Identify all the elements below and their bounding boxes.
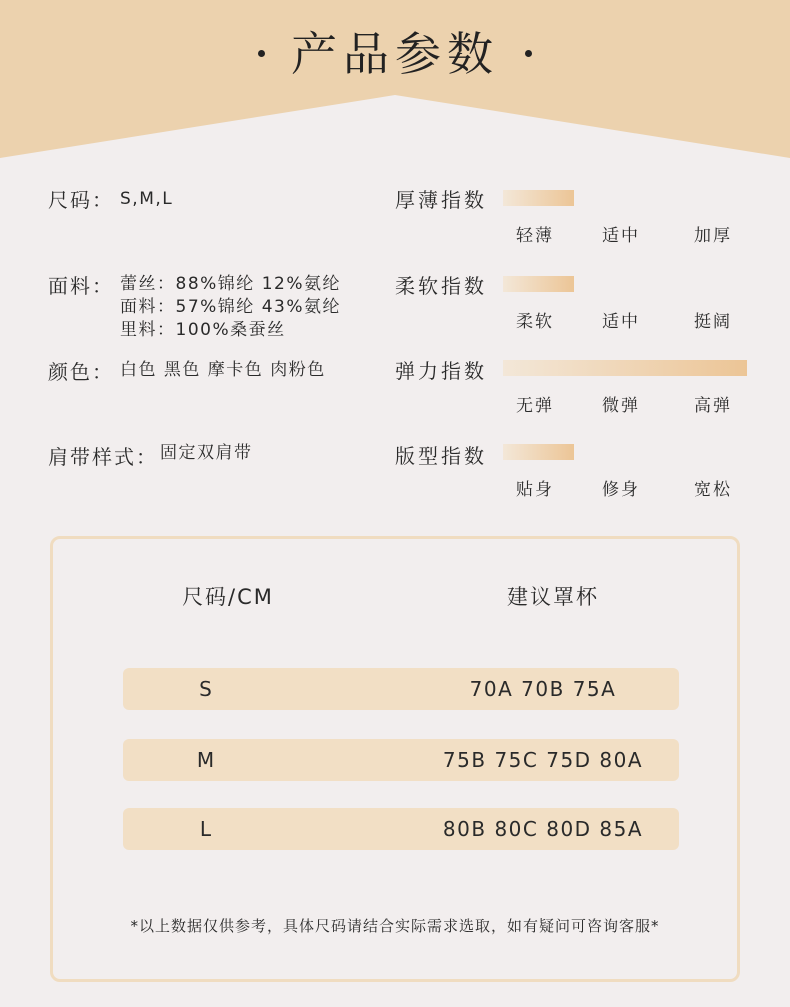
index-option: 柔软	[516, 312, 554, 332]
index-title: 弹力指数	[395, 359, 487, 383]
page-title	[0, 18, 790, 84]
color-label: 颜色：	[48, 360, 114, 384]
size-table	[50, 536, 740, 982]
column-header-cup: 建议罩杯	[507, 585, 599, 609]
index-option: 微弹	[602, 396, 640, 416]
index-option: 无弹	[516, 396, 554, 416]
strap-label: 肩带样式：	[48, 445, 158, 469]
index-title: 版型指数	[395, 444, 487, 468]
size-label: 尺码：	[48, 188, 114, 212]
index-option: 宽松	[694, 480, 732, 500]
disclaimer-note: *以上数据仅供参考，具体尺码请结合实际需求选取，如有疑问可咨询客服*	[130, 917, 660, 935]
size-value: S,M,L	[120, 189, 174, 209]
index-bar	[503, 276, 574, 292]
color-value: 白色 黑色 摩卡色 肉粉色	[120, 360, 326, 380]
table-row	[123, 668, 679, 710]
index-title: 柔软指数	[395, 274, 487, 298]
index-title: 厚薄指数	[395, 188, 487, 212]
index-option: 贴身	[516, 480, 554, 500]
table-row	[123, 739, 679, 781]
row-cups: 70A 70B 75A	[469, 677, 617, 701]
row-cups: 80B 80C 80D 85A	[442, 817, 644, 841]
index-bar	[503, 444, 574, 460]
index-bar	[503, 360, 747, 376]
index-option: 挺阔	[694, 312, 732, 332]
index-bar	[503, 190, 574, 206]
fabric-line-face: 面料：57%锦纶 43%氨纶	[120, 297, 341, 317]
row-size: L	[199, 817, 213, 841]
title-dot-left	[258, 50, 265, 57]
row-size: S	[199, 677, 213, 701]
index-option: 适中	[602, 312, 640, 332]
fabric-line-lining: 里料：100%桑蚕丝	[120, 320, 286, 340]
row-size: M	[196, 748, 216, 772]
table-row	[123, 808, 679, 850]
title-dot-right	[525, 50, 532, 57]
index-option: 轻薄	[516, 226, 554, 246]
strap-value: 固定双肩带	[160, 443, 253, 463]
index-option: 适中	[602, 226, 640, 246]
fabric-line-lace: 蕾丝：88%锦纶 12%氨纶	[120, 274, 341, 294]
column-header-size: 尺码/CM	[182, 585, 274, 609]
title-text: 产品参数	[291, 27, 499, 81]
row-cups: 75B 75C 75D 80A	[442, 748, 644, 772]
index-option: 加厚	[694, 226, 732, 246]
index-option: 修身	[602, 480, 640, 500]
index-option: 高弹	[694, 396, 732, 416]
fabric-label: 面料：	[48, 274, 114, 298]
